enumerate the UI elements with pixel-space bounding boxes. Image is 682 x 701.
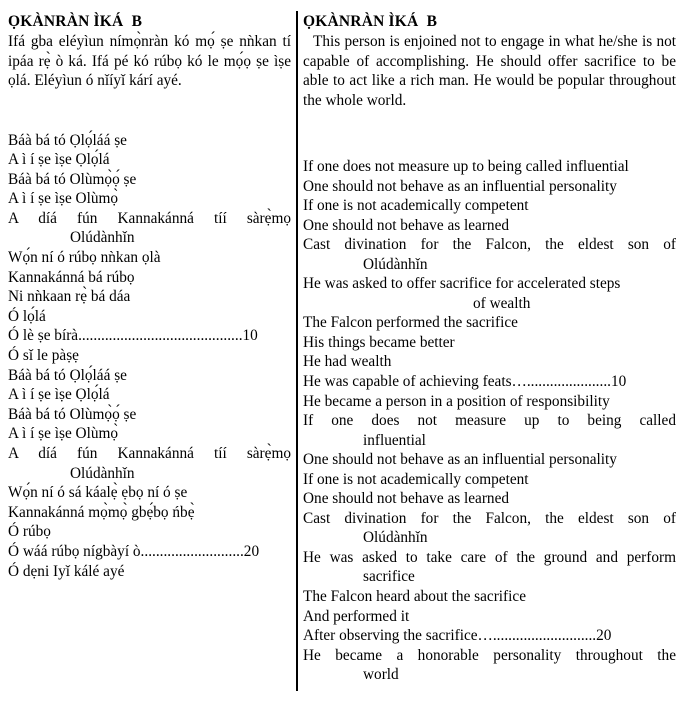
yoruba-verse-line: Ó dẹni Iyǐ kálé ayé: [8, 562, 125, 580]
english-verse-line: sacrifice: [363, 568, 415, 586]
yoruba-verse-line: Ó lè ṣe bírà...........................................10: [8, 327, 258, 345]
english-verse-line: After observing the sacrifice…...........................20: [303, 627, 612, 645]
yoruba-verse-line: A ì í ṣe ìṣe Olùmọ̀: [8, 425, 119, 443]
yoruba-verse-line: Wọ́n ní ó sá káalẹ̀ ẹbọ ní ó ṣe: [8, 484, 188, 502]
yoruba-section-gap: [8, 91, 291, 131]
yoruba-verse-line: A díá fún Kannakánná tíí sàrẹ̀mọ: [8, 209, 291, 227]
english-verse-line: And performed it: [303, 607, 410, 625]
yoruba-verse-line: A ì í ṣe ìṣe Ọlọ́lá: [8, 151, 110, 169]
yoruba-verse-line: Olúdànhǐn: [70, 464, 135, 482]
yoruba-verse-line: Ó lọ́lá: [8, 307, 46, 325]
english-verse-line: Olúdànhǐn: [363, 529, 428, 547]
english-verse-line: The Falcon heard about the sacrifice: [303, 588, 526, 606]
english-verse-line: If one is not academically competent: [303, 470, 529, 488]
yoruba-verse-line: Báà bá tó Olùmọ̀ọ́ ṣe: [8, 170, 137, 188]
yoruba-verse-line: Kannakánná bá rúbọ: [8, 268, 135, 286]
english-verse-line: One should not behave as learned: [303, 490, 510, 508]
yoruba-verse-line: Kannakánná mọ̀mọ̀ gbẹ́bọ ńbẹ̀: [8, 503, 195, 521]
english-verse-line: The Falcon performed the sacrifice: [303, 314, 518, 332]
yoruba-verse-line: Ni nǹkaan rẹ̀ bá dáa: [8, 288, 131, 306]
english-verse-line: He was asked to offer sacrifice for accelerated steps: [303, 275, 621, 293]
english-verse-line: Cast divination for the Falcon, the eldest son of: [303, 509, 676, 527]
english-verse-line: He was capable of achieving feats…......................10: [303, 373, 627, 391]
english-verse-line: Olúdànhǐn: [363, 255, 428, 273]
english-verse-block: [303, 157, 676, 685]
yoruba-intro-paragraph: Ifá gba eléyìun nímọ̀nràn kó mọ́ ṣe nǹkan tí ipáa rẹ̀ ò ká. Ifá pé kó rúbọ kó le mọ́ọ ṣe ìṣe ọlá. Eléyìun ó nǐíyǐ kárí ayé.: [8, 33, 291, 89]
english-verse-line: He became a person in a position of responsibility: [303, 392, 610, 410]
yoruba-verse-line: Báà bá tó Ọlọ́láá ṣe: [8, 366, 127, 384]
column-divider: [296, 11, 298, 691]
yoruba-verse-line: Ó rúbọ: [8, 523, 51, 541]
english-verse-line: influential: [363, 431, 426, 449]
yoruba-verse-line: Báà bá tó Ọlọ́láá ṣe: [8, 131, 127, 149]
english-verse-line: One should not behave as an influential personality: [303, 451, 617, 469]
english-verse-line: One should not behave as learned: [303, 216, 510, 234]
yoruba-column: [8, 12, 291, 581]
english-verse-line: Cast divination for the Falcon, the eldest son of: [303, 236, 676, 254]
english-column: [303, 12, 676, 685]
english-intro-paragraph: This person is enjoined not to engage in what he/she is not capable of accomplishing. He should offer sacrifice to be able to act like a rich man. He would be popular throughout the whole world.: [303, 33, 676, 109]
english-verse-line: If one does not measure up to being called: [303, 412, 676, 430]
yoruba-column-title: ỌKÀNRÀN ÌKÁ B: [8, 13, 143, 30]
yoruba-verse-line: A díá fún Kannakánná tíí sàrẹ̀mọ: [8, 445, 291, 462]
english-verse-line: He became a honorable personality throughout the: [303, 646, 676, 664]
english-verse-line: If one is not academically competent: [303, 197, 529, 215]
english-column-title: ỌKÀNRÀN ÌKÁ B: [303, 13, 438, 30]
yoruba-verse-line: A ì í ṣe ìṣe Olùmọ̀: [8, 190, 119, 208]
yoruba-verse-line: Wọ́n ní ó rúbọ nǹkan ọlà: [8, 249, 161, 267]
english-verse-line: His things became better: [303, 333, 455, 351]
english-section-gap: [303, 110, 676, 157]
english-verse-line: He had wealth: [303, 353, 392, 371]
english-verse-line: of wealth: [473, 294, 531, 312]
yoruba-verse-line: Ó wáá rúbọ nígbàyí ò...........................20: [8, 542, 260, 560]
english-verse-line: He was asked to take care of the ground and perform: [303, 548, 676, 566]
english-verse-line: If one does not measure up to being called influential: [303, 158, 629, 175]
yoruba-verse-block: [8, 131, 291, 582]
yoruba-verse-line: Ó sǐ le pàṣẹ: [8, 347, 79, 365]
yoruba-verse-line: A ì í ṣe ìṣe Ọlọ́lá: [8, 386, 110, 404]
yoruba-verse-line: Olúdànhǐn: [70, 229, 135, 247]
english-verse-line: One should not behave as an influential personality: [303, 177, 617, 195]
yoruba-verse-line: Báà bá tó Olùmọ̀ọ́ ṣe: [8, 405, 137, 423]
english-verse-line: world: [363, 666, 399, 684]
